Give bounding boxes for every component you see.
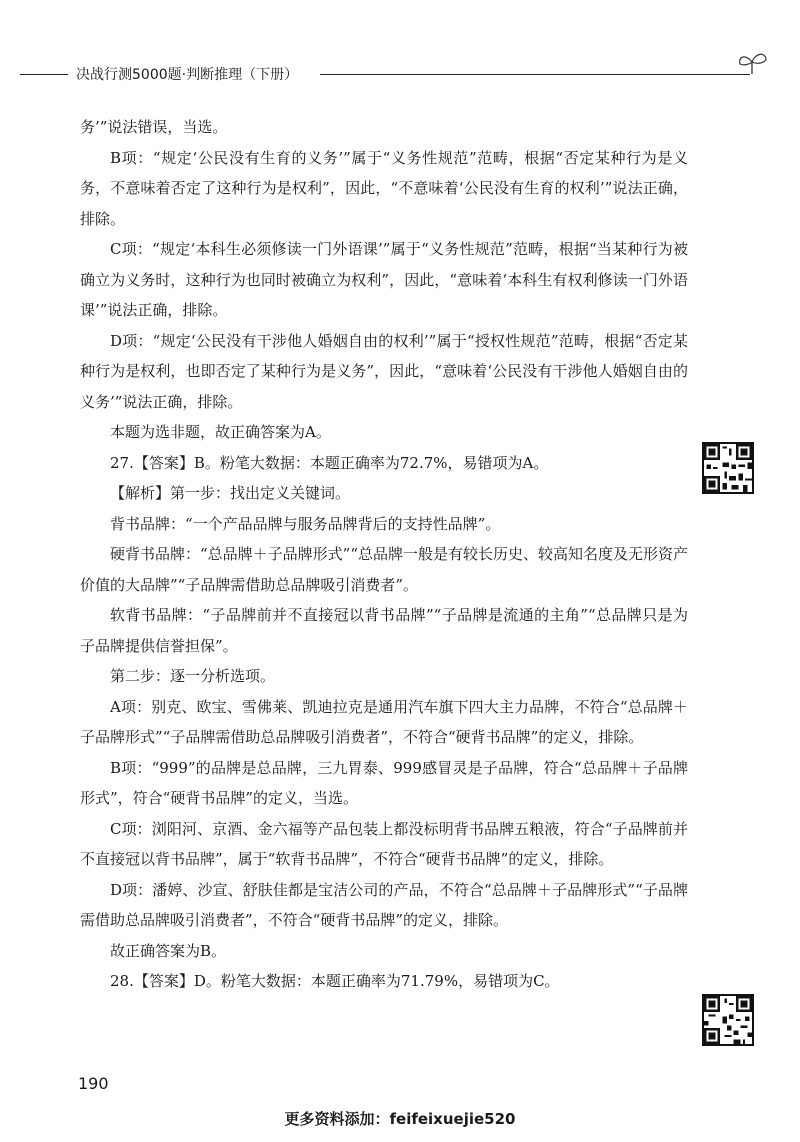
paragraph: 硬背书品牌：“总品牌＋子品牌形式”“总品牌一般是有较长历史、较高知名度及无形资产价值的大品牌”“子品牌需借助总品牌吸引消费者”。 bbox=[80, 545, 689, 594]
answer-paragraph: 28.【答案】D。粉笔大数据：本题正确率为71.79%，易错项为C。 bbox=[110, 972, 560, 990]
paragraph: 故正确答案为B。 bbox=[110, 941, 227, 960]
paragraph: D项：“规定‘公民没有干涉他人婚姻自由的权利’”属于“授权性规范”范畴，根据“否定某种行为是权利，也即否定了某种行为是义务”，因此，“意味着‘公民没有干涉他人婚姻自由的义务’”说法正确，排除。 bbox=[80, 331, 688, 411]
paragraph: C项：浏阳河、京酒、金六福等产品包装上都没标明背书品牌五粮液，符合“子品牌前并不直接冠以背书品牌”，属于“软背书品牌”，不符合“硬背书品牌”的定义，排除。 bbox=[80, 819, 688, 868]
paragraph: C项：“规定‘本科生必须修读一门外语课’”属于“义务性规范”范畴，根据“当某种行为被确立为义务时，这种行为也同时被确立为权利”，因此，“意味着‘本科生有权利修读一门外语课’”说法正确，排除。 bbox=[80, 240, 688, 319]
document-body bbox=[80, 112, 688, 997]
paragraph: 本题为选非题，故正确答案为A。 bbox=[110, 423, 331, 441]
qr-code-icon[interactable] bbox=[702, 442, 754, 494]
paragraph: A项：别克、欧宝、雪佛莱、凯迪拉克是通用汽车旗下四大主力品牌，不符合“总品牌＋子品牌形式”“子品牌需借助总品牌吸引消费者”，不符合“硬背书品牌”的定义，排除。 bbox=[80, 697, 688, 746]
paragraph: 第二步：逐一分析选项。 bbox=[110, 667, 276, 685]
paragraph: D项：潘婷、沙宣、舒肤佳都是宝洁公司的产品，不符合“总品牌＋子品牌形式”“子品牌需借助总品牌吸引消费者”，不符合“硬背书品牌”的定义，排除。 bbox=[80, 880, 688, 929]
header-rule-right bbox=[320, 74, 750, 75]
sprout-icon bbox=[732, 46, 772, 76]
answer-paragraph: 27.【答案】B。粉笔大数据：本题正确率为72.7%，易错项为A。 bbox=[110, 453, 549, 472]
footer-note: 更多资料添加：feifeixuejie520 bbox=[284, 1110, 516, 1128]
analysis-heading: 【解析】第一步：找出定义关键词。 bbox=[110, 484, 351, 502]
book-title: 决战行测5000题·判断推理（下册） bbox=[76, 67, 299, 83]
paragraph: 软背书品牌：“子品牌前并不直接冠以背书品牌”“子品牌是流通的主角”“总品牌只是为子品牌提供信誉担保”。 bbox=[80, 606, 688, 655]
page-number: 190 bbox=[78, 1074, 109, 1093]
paragraph: 务’”说法错误，当选。 bbox=[80, 118, 228, 136]
paragraph: B项：“规定‘公民没有生育的义务’”属于“义务性规范”范畴，根据“否定某种行为是义务，不意味着否定了这种行为是权利”，因此，“不意味着‘公民没有生育的权利’”说法正确，排除。 bbox=[80, 148, 688, 228]
header-rule-left bbox=[20, 74, 68, 75]
page-header bbox=[20, 58, 780, 88]
qr-code-icon[interactable] bbox=[702, 994, 754, 1046]
paragraph: B项：“999”的品牌是总品牌，三九胃泰、999感冒灵是子品牌，符合“总品牌＋子品牌形式”，符合“硬背书品牌”的定义，当选。 bbox=[80, 758, 688, 807]
paragraph: 背书品牌：“一个产品品牌与服务品牌背后的支持性品牌”。 bbox=[110, 514, 501, 533]
